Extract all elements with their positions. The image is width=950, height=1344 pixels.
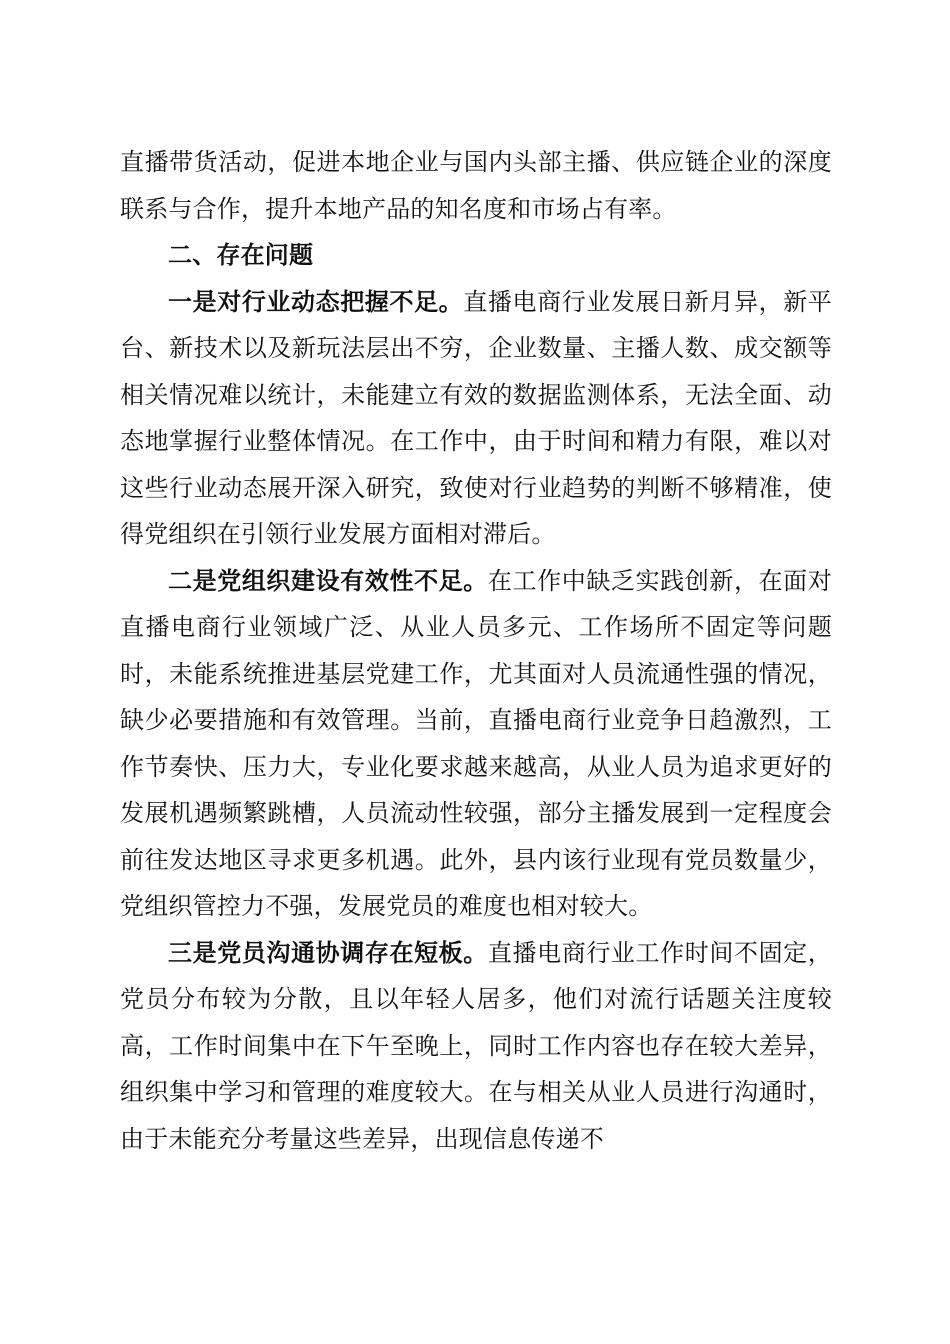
paragraph-2-lead: 二是党组织建设有效性不足。	[168, 566, 488, 595]
document-page	[120, 139, 832, 1162]
paragraph-2-body: 在工作中缺乏实践创新，在面对直播电商行业领域广泛、从业人员多元、工作场所不固定等问题时，未能系统推进基层党建工作，尤其面对人员流通性强的情况，缺少必要措施和有效管理。当前，直播电商行业竞争日趋激烈，工作节奏快、压力大，专业化要求越来越高，从业人员为追求更好的发展机遇频繁跳槽，人员流动性较强，部分主播发展到一定程度会前往发达地区寻求更多机遇。此外，县内该行业现有党员数量少，党组织管控力不强，发展党员的难度也相对较大。	[120, 566, 832, 920]
paragraph-3	[120, 930, 832, 1163]
paragraph-1-lead: 一是对行业动态把握不足。	[168, 287, 464, 316]
intro-paragraph	[120, 139, 832, 232]
paragraph-2	[120, 558, 832, 930]
intro-text: 直播带货活动，促进本地企业与国内头部主播、供应链企业的深度联系与合作，提升本地产品的知名度和市场占有率。	[120, 148, 832, 223]
paragraph-1-body: 直播电商行业发展日新月异，新平台、新技术以及新玩法层出不穷，企业数量、主播人数、成交额等相关情况难以统计，未能建立有效的数据监测体系，无法全面、动态地掌握行业整体情况。在工作中，由于时间和精力有限，难以对这些行业动态展开深入研究，致使对行业趋势的判断不够精准，使得党组织在引领行业发展方面相对滞后。	[120, 287, 833, 548]
paragraph-1	[120, 279, 832, 558]
section-heading	[120, 232, 832, 279]
section-heading-text: 二、存在问题	[168, 241, 314, 269]
paragraph-3-lead: 三是党员沟通协调存在短板。	[168, 938, 488, 967]
paragraph-3-body: 直播电商行业工作时间不固定，党员分布较为分散，且以年轻人居多，他们对流行话题关注度较高，工作时间集中在下午至晚上，同时工作内容也存在较大差异，组织集中学习和管理的难度较大。在与相关从业人员进行沟通时，由于未能充分考量这些差异，出现信息传递不	[120, 938, 832, 1153]
